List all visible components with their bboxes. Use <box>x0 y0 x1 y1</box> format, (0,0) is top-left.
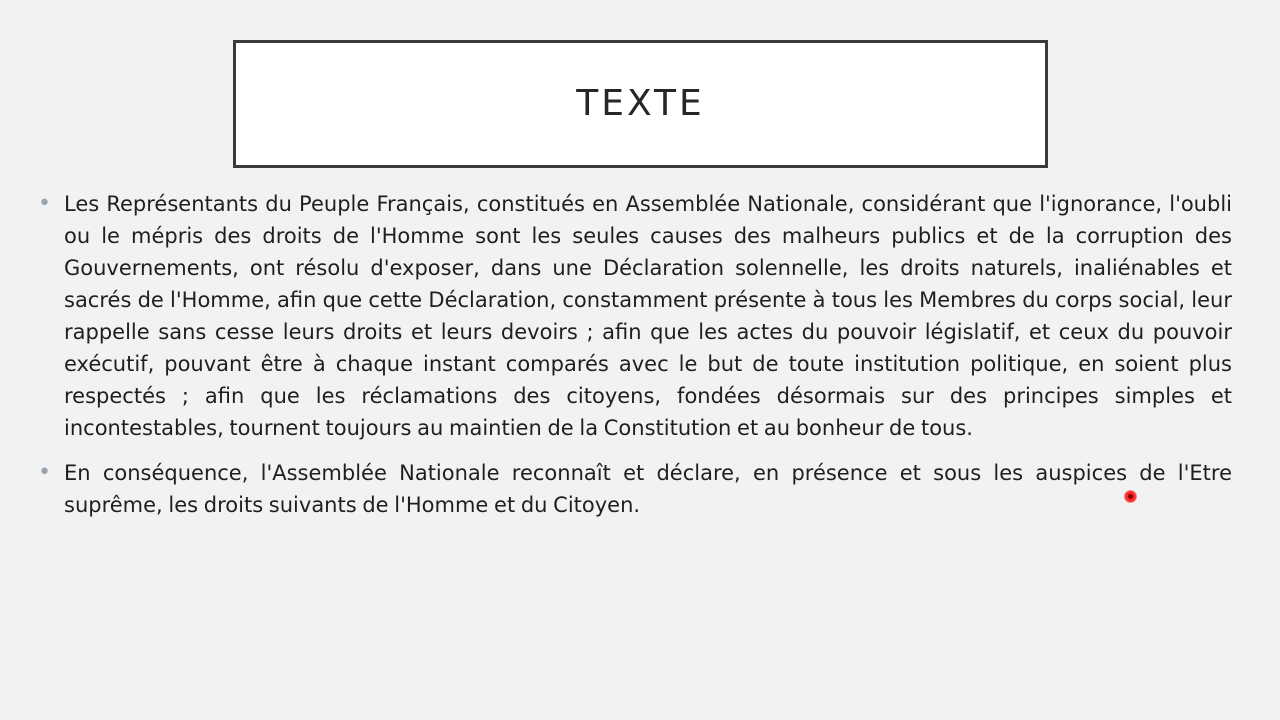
bullet-icon: • <box>38 460 51 485</box>
bullet-text: Les Représentants du Peuple Français, constitués en Assemblée Nationale, considérant que l'ignorance, l'oubli ou le mépris des droits de l'Homme sont les seules causes des malheurs publics et de la corruption des Gouvernements, ont résolu d'exposer, dans une Déclaration solennelle, les droits naturels, inaliénables et sacrés de l'Homme, afin que cette Déclaration, constamment présente à tous les Membres du corps social, leur rappelle sans cesse leurs droits et leurs devoirs ; afin que les actes du pouvoir législatif, et ceux du pouvoir exécutif, pouvant être à chaque instant comparés avec le but de toute institution politique, en soient plus respectés ; afin que les réclamations des citoyens, fondées désormais sur des principes simples et incontestables, tournent toujours au maintien de la Constitution et au bonheur de tous. <box>64 192 1232 440</box>
slide-title-box <box>233 40 1048 168</box>
bullet-item <box>36 457 1232 521</box>
bullet-item <box>36 188 1232 444</box>
slide-title: TEXTE <box>576 82 705 124</box>
slide-body <box>36 188 1232 534</box>
bullet-icon: • <box>38 191 51 216</box>
bullet-text: En conséquence, l'Assemblée Nationale reconnaît et déclare, en présence et sous les auspices de l'Etre suprême, les droits suivants de l'Homme et du Citoyen. <box>64 461 1232 517</box>
laser-pointer-icon <box>1124 490 1137 503</box>
